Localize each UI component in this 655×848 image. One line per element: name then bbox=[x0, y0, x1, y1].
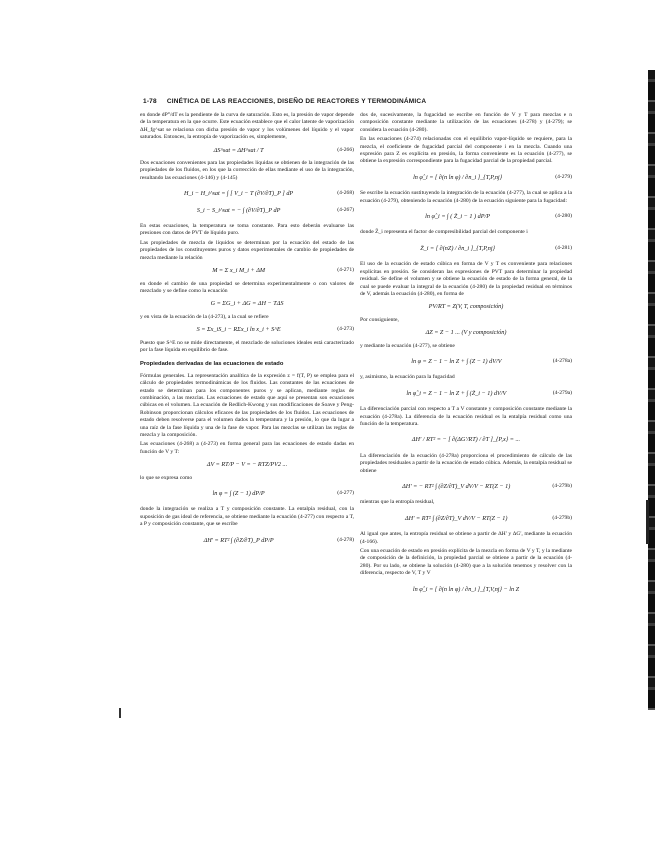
equation-number: (4-268) bbox=[337, 190, 354, 197]
paragraph: La diferenciación parcial con respecto a T a V constante y composición constante mediante la ecuación (4-278a). La diferencia de la ecuación residual es la entalpía residual como una función de la temperatura. bbox=[360, 406, 572, 427]
equation-number: (4-279b) bbox=[552, 514, 572, 521]
paragraph: lo que se expresa como bbox=[140, 474, 193, 481]
equation-body: ΔH' = − RT² ∫ (∂Z/∂T)_V dV/V − RT(Z − 1) bbox=[402, 483, 511, 490]
equation-number: (4-266) bbox=[337, 146, 354, 153]
right-column bbox=[360, 112, 572, 602]
paragraph: Puesto que S^E no se mide directamente, el mezclado de soluciones ideales está caracterizado por la fase líquida en equilibrio de fase. bbox=[140, 339, 354, 353]
equation bbox=[360, 436, 572, 443]
paragraph: Fórmulas generales. La representación analítica de la expresión z = f(T, P) se emplea para el cálculo de propiedades termodinámicas de los fluidos. Las constantes de las ecuaciones de estado se determinan para los componentes puros y se aplican, mediante reglas de combinación, a las mezclas. Las ecuaciones de estado que aquí se presentan son ecuaciones cúbicas en el volumen. La ecuación de Redlich-Kwong y sus modificaciones de Soave y Peng-Robinson proporcionan cálculos eficaces de las propiedades de los fluidos. Las ecuaciones de estado deben resolverse para el volumen dados la temperatura y la presión, lo que da lugar a una raíz de la fase líquida y una de la fase de vapor. Para las mezclas se utilizan las reglas de mezcla y la composición. bbox=[140, 372, 354, 438]
equation-body: ln φ = Z − 1 − ln Z + ∫ (Z − 1) dV/V bbox=[411, 357, 502, 365]
left-column bbox=[140, 112, 354, 553]
equation-body: ln φ = ∫ (Z − 1) dP/P bbox=[212, 490, 265, 498]
paragraph: Con una ecuación de estado en presión explícita de la mezcla en forma de V y T, y la mediante de composición de la definición, la propiedad parcial se obtiene a partir de la ecuación (4-280). Por su lado, se obtiene la solución (4-280) que a la solución tenemos y resolver con la diferencia, respecto de V, T y V bbox=[360, 548, 572, 577]
section-heading: Propiedades derivadas de las ecuaciones de estado bbox=[140, 361, 284, 368]
equation bbox=[360, 483, 572, 490]
scan-margin-mark bbox=[119, 708, 121, 718]
equation bbox=[140, 207, 354, 214]
paragraph: El uso de la ecuación de estado cúbica en forma de V y T es conveniente para relaciones explícitas en presión. Se consideran las expresiones de PVT para determinar la propiedad residual. Se define el volumen y se obtiene la ecuación de estado de la forma general, de la cual se puede evaluar la integral de la ecuación (4-280) de la propiedad residual en términos de V, además la ecuación (4-280), en forma de bbox=[360, 261, 572, 297]
equation-number: (4-279) bbox=[555, 173, 572, 180]
equation bbox=[360, 358, 572, 365]
running-header bbox=[143, 98, 573, 105]
equation-body: ln φ̂_i = [ ∂(n ln φ) / ∂n_i ]_{T,P,nj} bbox=[413, 173, 503, 181]
paragraph: en donde el cambio de una propiedad se determina experimentalmente o con valores de mezclado y se define como la ecuación bbox=[140, 280, 354, 294]
paragraph: donde Z̄_i representa el factor de compresibilidad parcial del componente i bbox=[360, 229, 528, 236]
paragraph: Al igual que antes, la entropía residual se obtiene a partir de ΔH' y ΔG', mediante la ecuación (4-166). bbox=[360, 531, 572, 545]
equation-number: (4-277) bbox=[337, 490, 354, 497]
paragraph: dos de, sucesivamente, la fugacidad se escribe en función de V y T para mezclas e n composición constante mediante la utilización de las ecuaciones (4-278) y (4-279); se considera la ecuación (4-280). bbox=[360, 112, 572, 133]
equation-body: ΔS^sat = ΔH^sat / T bbox=[213, 146, 264, 154]
paragraph: Dos ecuaciones convenientes para las propiedades líquidas se obtienen de la integración de las propiedades de los fluidos, en los que la corrección de ellas mediante el uso de la integración, resultando las ecuaciones (4-146) y (4-145) bbox=[140, 160, 354, 181]
paragraph: donde la integración se realiza a T y composición constante. La entalpía residual, con la suposición de gas ideal de referencia, se obtiene mediante la ecuación (4-277) con respecto a T, a P y composición constante, que se escribe bbox=[140, 506, 354, 528]
scan-binding-edge bbox=[648, 70, 655, 710]
equation-number: (4-281) bbox=[555, 244, 572, 251]
equation-body: G = ΣG_i + ΔG = ΔH − TΔS bbox=[210, 300, 284, 308]
equation-number: (4-278a) bbox=[552, 357, 572, 364]
paragraph: mientras que la entropía residual, bbox=[360, 499, 435, 506]
paragraph: Se escribe la ecuación sustituyendo la integración de la ecuación (4-277), la cual se aplica a la ecuación (4-279), obteniendo la ecuación (4-280) de la ecuación siguiente para la fugacidad: bbox=[360, 190, 572, 204]
equation bbox=[140, 537, 354, 544]
paragraph: y en vista de la ecuación de la (4-273), a la cual se refiere bbox=[140, 313, 269, 320]
equation-number: (4-273) bbox=[337, 326, 354, 333]
paragraph: En estas ecuaciones, la temperatura se toma constante. Para esto deberán evaluarse las presiones con datos de PVT de líquido puro. bbox=[140, 223, 354, 237]
equation bbox=[140, 461, 354, 468]
equation bbox=[360, 245, 572, 252]
equation-body: ΔH' = RT² ∫ (∂Z/∂T)_P dP/P bbox=[203, 536, 274, 544]
paragraph: En las ecuaciones (4-274) relacionadas con el equilibrio vapor-líquido se requiere, para la mezcla, el coeficiente de fugacidad parcial del componente i en la mezcla. Cuando una expresión para Z es explícita en presión, la forma conveniente es la ecuación (4-277), se obtiene la expresión correspondiente para la fugacidad parcial de la propiedad parcial. bbox=[360, 136, 572, 165]
equation bbox=[360, 303, 572, 310]
equation-body: S = Σx_iS_i − RΣx_i ln x_i + S^E bbox=[196, 326, 281, 334]
equation-number: (4-278) bbox=[337, 536, 354, 543]
equation bbox=[360, 390, 572, 397]
scan-edge-mark bbox=[646, 500, 649, 544]
equation bbox=[360, 213, 572, 220]
equation-body: ΔV = RT/P − V = − RTZ/PV2 ... bbox=[206, 461, 288, 469]
equation-body: ΔZ = Z − 1 ... (V y composición) bbox=[425, 329, 507, 337]
equation bbox=[140, 147, 354, 154]
equation-number: (4-279b) bbox=[552, 483, 572, 489]
equation bbox=[140, 267, 354, 274]
equation bbox=[360, 515, 572, 522]
equation-body: ΔH' = RT² ∫ (∂Z/∂T)_V dV/V − RT(Z − 1) bbox=[405, 514, 508, 522]
equation-body: PV/RT = Z(V, T, composición) bbox=[428, 303, 504, 311]
equation-body: H_i − H_i^sat = ∫ [ V_i − T (∂V/∂T)_P ] dP bbox=[184, 190, 294, 198]
equation-body: M = Σ x_i M_i + ΔM bbox=[212, 267, 265, 275]
equation-body: ln φ̂_i = ∫ ( Z̄_i − 1 ) dP/P bbox=[425, 213, 491, 221]
equation-number: (4-267) bbox=[337, 206, 354, 213]
paragraph: Las ecuaciones (4-268) a (4-273) en forma general para las ecuaciones de estado dadas en función de V y T: bbox=[140, 441, 354, 455]
equation-number: (4-280) bbox=[555, 213, 572, 220]
equation bbox=[360, 586, 572, 593]
equation bbox=[360, 329, 572, 336]
equation-body: ln φ̂_i = Z − 1 − ln Z + ∫ (Z̄_i − 1) dV/V bbox=[406, 389, 507, 397]
paragraph: La diferenciación de la ecuación (4-278a) proporciona el procedimiento de cálculo de las propiedades residuales a partir de la ecuación de estado cúbica. Además, la entalpía residual se obtiene bbox=[360, 452, 572, 474]
equation-body: ΔH' / RT² = − [ ∂(ΔG'/RT) / ∂T ]_{P,x} = ... bbox=[411, 436, 521, 444]
equation-number: (4-271) bbox=[337, 267, 354, 274]
paragraph: Las propiedades de mezcla de líquidos se determinan por la ecuación del estado de las propiedades de los constituyentes puros y datos experimentales de cambio de propiedades de mezcla mediante la relación bbox=[140, 239, 354, 261]
paragraph: Por consiguiente, bbox=[360, 316, 399, 323]
paragraph: en donde dP°/dT es la pendiente de la curva de saturación. Esto es, la presión de vapor depende de la temperatura en la que ocurre. Este ecuación establece que el calor latente de vaporización ΔH_fg^sat se relaciona con dicha presión de vapor y los volúmenes del líquido y el vapor saturados. Entonces, la entropía de vaporización es, simplemente, bbox=[140, 112, 354, 141]
paragraph: y, asimismo, la ecuación para la fugacidad bbox=[360, 374, 455, 381]
equation bbox=[140, 300, 354, 307]
equation bbox=[360, 174, 572, 181]
paragraph: y mediante la ecuación (4-277), se obtiene bbox=[360, 342, 455, 349]
page-number: 1-78 bbox=[143, 98, 157, 105]
equation bbox=[140, 190, 354, 197]
equation-body: S_i − S_i^sat = − ∫ (∂V/∂T)_P dP bbox=[196, 206, 281, 214]
running-title: CINÉTICA DE LAS REACCIONES, DISEÑO DE REACTORES Y TERMODINÁMICA bbox=[166, 98, 427, 105]
equation-body: ln φ̂_i = [ ∂(n ln φ) / ∂n_i ]_{T,V,nj} − ln Z bbox=[412, 585, 520, 593]
equation bbox=[140, 326, 354, 333]
equation bbox=[140, 490, 354, 497]
equation-body: Z̄_i = [ ∂(nZ) / ∂n_i ]_{T,P,nj} bbox=[420, 244, 496, 252]
equation-number: (4-279a) bbox=[552, 389, 572, 396]
